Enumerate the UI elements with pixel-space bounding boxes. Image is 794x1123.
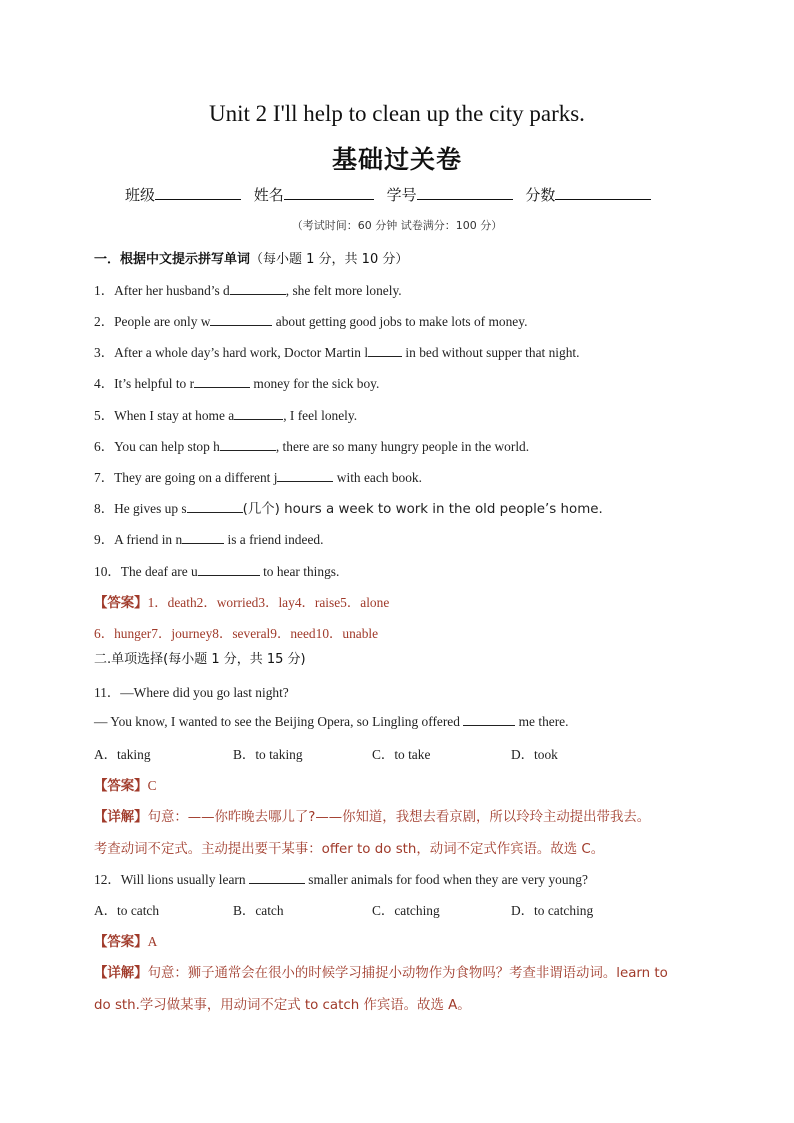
answer-blank	[277, 469, 333, 482]
section1-answer-line-2: 6．hunger7．journey8．several9．need10．unable	[94, 626, 379, 641]
question-text: in bed without supper that night.	[402, 345, 580, 360]
detail-tag: 【详解】	[94, 966, 148, 981]
option-a: A．taking	[94, 747, 151, 762]
section1-heading-bold: 一．根据中文提示拼写单词	[94, 252, 251, 267]
question-text: , she felt more lonely.	[285, 283, 402, 298]
question-5	[94, 405, 357, 424]
question-number: 10．	[94, 564, 121, 579]
question-12-detail-line-1	[94, 962, 668, 981]
section1-answer-line-1	[94, 592, 389, 611]
question-11-answer	[94, 775, 157, 794]
question-10	[94, 561, 339, 580]
question-number: 2．	[94, 314, 115, 329]
question-text: — You know, I wanted to see the Beijing Opera, so Lingling offered	[94, 714, 464, 729]
question-3	[94, 342, 580, 361]
question-text: , there are so many hungry people in the world.	[275, 439, 530, 454]
question-number: 3．	[94, 345, 115, 360]
question-text: A friend in n	[114, 532, 183, 547]
answer-blank	[210, 313, 272, 326]
question-text: The deaf are u	[120, 564, 198, 579]
answer-blank	[230, 282, 286, 295]
question-11-options	[94, 744, 650, 763]
section2-heading: 二.单项选择(每小题 1 分，共 15 分)	[94, 652, 306, 667]
question-text: People are only w	[114, 314, 211, 329]
section1-heading	[94, 248, 408, 267]
option-c: C．catching	[372, 903, 440, 918]
answer-blank	[368, 344, 402, 357]
question-4	[94, 373, 379, 392]
question-number: 7．	[94, 470, 115, 485]
question-text: smaller animals for food when they are very young?	[304, 872, 588, 887]
page-title-english: Unit 2 I'll help to clean up the city parks.	[209, 101, 585, 126]
question-text: about getting good jobs to make lots of money.	[272, 314, 528, 329]
answer-tag: 【答案】	[94, 596, 148, 611]
answer-blank	[194, 375, 250, 388]
name-blank	[284, 185, 374, 200]
question-text: (几个) hours a week to work in the old people’s home.	[242, 502, 603, 517]
question-text: They are going on a different j	[114, 470, 278, 485]
answer-blank	[187, 500, 243, 513]
answer-tag: 【答案】	[94, 935, 148, 950]
class-label: 班级	[125, 186, 156, 204]
question-2	[94, 311, 527, 330]
question-11-detail-line-2: 考查动词不定式。主动提出要干某事：offer to do sth，动词不定式作宾语。故选 C。	[94, 842, 605, 857]
question-number: 4．	[94, 376, 115, 391]
question-text: to hear things.	[259, 564, 340, 579]
question-text: money for the sick boy.	[250, 376, 380, 391]
answer-blank	[234, 407, 283, 420]
detail-text: 句意：——你昨晚去哪儿了?——你知道，我想去看京剧，所以玲玲主动提出带我去。	[147, 810, 651, 825]
answer-blank	[463, 713, 515, 726]
question-11-detail-line-1	[94, 806, 650, 825]
option-b: B．catch	[233, 903, 284, 918]
question-text: 12．Will lions usually learn	[94, 872, 249, 887]
exam-note: （考试时间：60 分钟 试卷满分：100 分）	[291, 219, 503, 232]
question-number: 1．	[94, 283, 115, 298]
question-text: It’s helpful to r	[114, 376, 195, 391]
question-7	[94, 467, 422, 486]
answer-blank	[198, 563, 260, 576]
question-11-line-2	[94, 713, 568, 730]
option-c: C．to take	[372, 747, 431, 762]
question-text: When I stay at home a	[114, 408, 235, 423]
score-blank	[555, 185, 651, 200]
answer-text: A	[147, 934, 158, 949]
question-text: , I feel lonely.	[283, 408, 358, 423]
class-blank	[155, 185, 241, 200]
question-12-line-1	[94, 869, 588, 888]
option-b: B．to taking	[233, 747, 303, 762]
question-number: 6．	[94, 439, 115, 454]
detail-tag: 【详解】	[94, 810, 148, 825]
score-label: 分数	[525, 186, 556, 204]
option-d: D．took	[511, 747, 558, 762]
option-a: A．to catch	[94, 903, 160, 918]
question-number: 5．	[94, 408, 115, 423]
name-label: 姓名	[253, 186, 284, 204]
question-12-options	[94, 900, 650, 919]
question-8	[94, 498, 603, 517]
question-text: is a friend indeed.	[224, 532, 324, 547]
id-label: 学号	[386, 186, 417, 204]
question-9	[94, 529, 323, 548]
answer-blank	[220, 438, 276, 451]
answer-blank	[182, 531, 224, 544]
option-d: D．to catching	[511, 903, 594, 918]
question-12-answer	[94, 931, 157, 950]
question-number: 9．	[94, 532, 115, 547]
question-12-detail-line-2: do sth.学习做某事，用动词不定式 to catch 作宾语。故选 A。	[94, 998, 471, 1013]
question-6	[94, 436, 529, 455]
section1-heading-rest: （每小题 1 分，共 10 分）	[250, 252, 409, 267]
id-blank	[417, 185, 513, 200]
answer-blank	[249, 871, 305, 884]
detail-text: 句意：狮子通常会在很小的时候学习捕捉小动物作为食物吗？考查非谓语动词。learn to	[147, 966, 668, 981]
question-text: He gives up s	[114, 501, 187, 516]
student-info-line	[125, 184, 685, 205]
question-text: You can help stop h	[114, 439, 220, 454]
question-text: with each book.	[333, 470, 422, 485]
question-11-line-1: 11．—Where did you go last night?	[94, 685, 289, 700]
question-text: After a whole day’s hard work, Doctor Martin l	[114, 345, 369, 360]
question-number: 8．	[94, 501, 115, 516]
question-1	[94, 280, 402, 299]
question-text: me there.	[515, 714, 569, 729]
answer-text: C	[147, 778, 157, 793]
page-title-chinese: 基础过关卷	[331, 145, 462, 174]
answer-text: 1．death2．worried3．lay4．raise5．alone	[147, 595, 390, 610]
answer-tag: 【答案】	[94, 779, 148, 794]
question-text: After her husband’s d	[114, 283, 230, 298]
